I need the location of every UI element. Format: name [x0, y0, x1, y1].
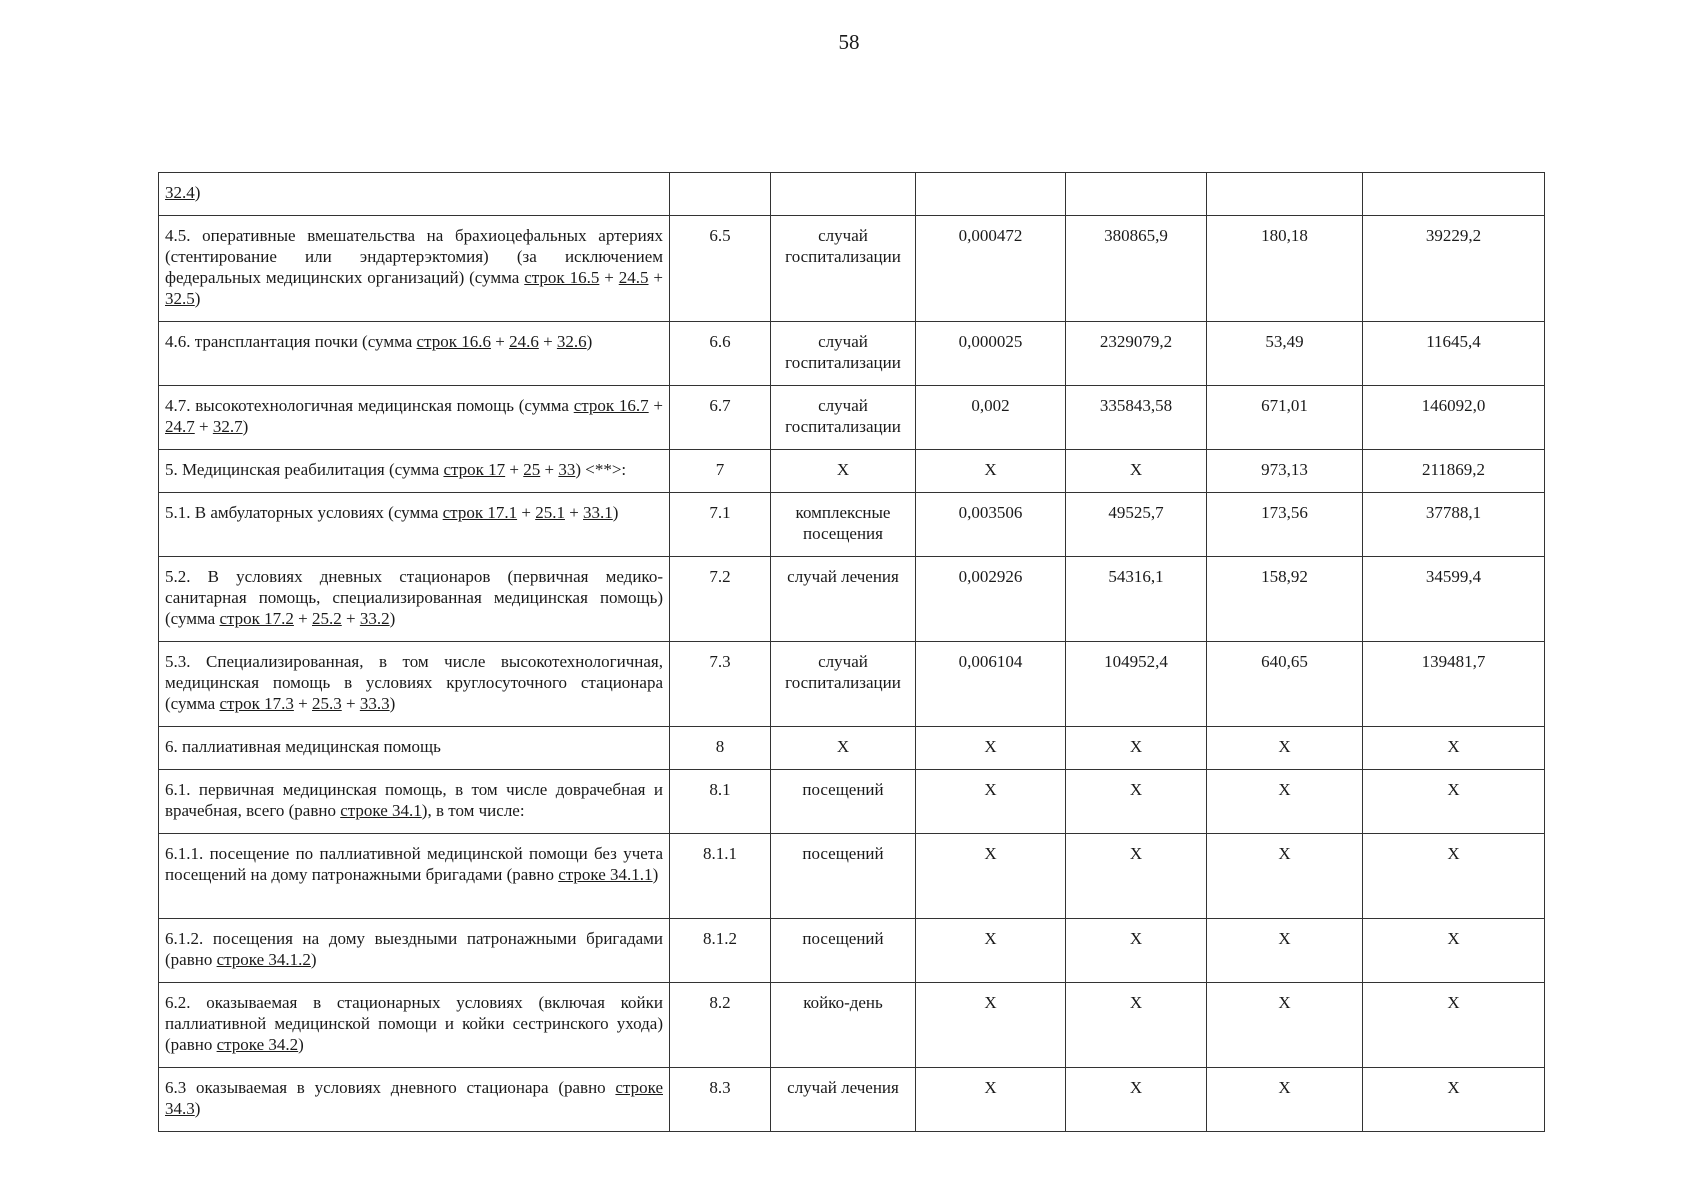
- row-code: 7: [670, 450, 771, 493]
- row-total: 34599,4: [1363, 557, 1545, 642]
- row-description: [159, 493, 670, 557]
- row-cost: X: [1066, 983, 1207, 1068]
- row-cost: X: [1066, 919, 1207, 983]
- row-description: [159, 216, 670, 322]
- row-total: X: [1363, 834, 1545, 919]
- row-reference-link[interactable]: 33.3: [359, 694, 390, 713]
- page-number: 58: [838, 30, 860, 54]
- row-description-text: +: [648, 268, 663, 287]
- row-cost: X: [1066, 834, 1207, 919]
- row-cost: X: [1066, 727, 1207, 770]
- row-unit: случай лечения: [771, 1068, 916, 1132]
- row-reference-link[interactable]: строке 34.2: [216, 1035, 299, 1054]
- row-reference-link[interactable]: строк 16.5: [524, 268, 600, 287]
- row-description-text: ): [389, 694, 396, 713]
- row-unit: X: [771, 450, 916, 493]
- document-table: [158, 172, 1545, 1132]
- row-normative: X: [916, 834, 1066, 919]
- table-row: [159, 173, 1545, 216]
- row-per-capita: 53,49: [1207, 322, 1363, 386]
- row-description-text: +: [341, 609, 360, 628]
- row-total: [1363, 173, 1545, 216]
- row-unit: X: [771, 727, 916, 770]
- row-description-text: 6.3 оказываемая в условиях дневного стационара (равно: [165, 1078, 616, 1097]
- row-description-text: 6.1. первичная медицинская помощь, в том числе доврачебная и врачебная, всего (равно: [165, 780, 663, 820]
- row-reference-link[interactable]: строке 34.1: [340, 801, 422, 820]
- row-description: [159, 834, 670, 919]
- row-reference-link[interactable]: строке 34.1.2: [216, 950, 311, 969]
- row-unit: посещений: [771, 770, 916, 834]
- row-reference-link[interactable]: 32.5: [165, 289, 195, 308]
- row-description-text: +: [540, 460, 559, 479]
- row-description: [159, 173, 670, 216]
- row-description-text: +: [564, 503, 584, 522]
- row-reference-link[interactable]: строк 17.3: [219, 694, 294, 713]
- row-unit: случай лечения: [771, 557, 916, 642]
- row-description-text: +: [490, 332, 510, 351]
- row-description-text: 4.7. высокотехнологичная медицинская помощь (сумма: [165, 396, 574, 415]
- row-description-text: ): [586, 332, 593, 351]
- row-description-text: +: [648, 396, 664, 415]
- row-per-capita: [1207, 173, 1363, 216]
- row-description-text: 4.5. оперативные вмешательства на брахиоцефальных артериях (стентирование или эндартерэктомия) (за исключением федеральных медицинских организаций) (сумма: [165, 226, 663, 287]
- row-cost: X: [1066, 770, 1207, 834]
- row-total: 211869,2: [1363, 450, 1545, 493]
- row-cost: 380865,9: [1066, 216, 1207, 322]
- row-total: 39229,2: [1363, 216, 1545, 322]
- row-reference-link[interactable]: 33.1: [583, 503, 613, 522]
- table-row: [159, 727, 1545, 770]
- row-reference-link[interactable]: 25.1: [535, 503, 565, 522]
- row-reference-link[interactable]: 33.2: [359, 609, 390, 628]
- table-row: [159, 386, 1545, 450]
- row-cost: 2329079,2: [1066, 322, 1207, 386]
- row-description-text: +: [194, 417, 213, 436]
- row-reference-link[interactable]: строке 34.3: [165, 1078, 663, 1118]
- row-per-capita: 173,56: [1207, 493, 1363, 557]
- table-row: [159, 919, 1545, 983]
- row-normative: X: [916, 770, 1066, 834]
- row-description-text: 5. Медицинская реабилитация (сумма: [165, 460, 444, 479]
- row-unit: комплексные посещения: [771, 493, 916, 557]
- row-description-text: 6. паллиативная медицинская помощь: [165, 737, 441, 756]
- row-normative: 0,006104: [916, 642, 1066, 727]
- row-unit: случай госпитализации: [771, 642, 916, 727]
- row-total: 146092,0: [1363, 386, 1545, 450]
- table-row: [159, 557, 1545, 642]
- row-description-text: ): [612, 503, 619, 522]
- row-description-text: +: [517, 503, 536, 522]
- row-description: [159, 386, 670, 450]
- row-reference-link[interactable]: 33: [558, 460, 576, 479]
- row-description-text: ): [194, 1099, 201, 1118]
- row-per-capita: 180,18: [1207, 216, 1363, 322]
- row-description: [159, 1068, 670, 1132]
- row-code: 7.2: [670, 557, 771, 642]
- row-normative: 0,000472: [916, 216, 1066, 322]
- row-reference-link[interactable]: 25: [523, 460, 541, 479]
- row-unit: посещений: [771, 919, 916, 983]
- row-description-text: ): [652, 865, 659, 884]
- row-per-capita: X: [1207, 1068, 1363, 1132]
- row-description-text: 5.1. В амбулаторных условиях (сумма: [165, 503, 443, 522]
- row-per-capita: 158,92: [1207, 557, 1363, 642]
- row-description-text: ), в том числе:: [421, 801, 525, 820]
- row-description-text: ) <**>:: [575, 460, 627, 479]
- row-normative: 0,002: [916, 386, 1066, 450]
- row-unit: посещений: [771, 834, 916, 919]
- row-cost: X: [1066, 450, 1207, 493]
- row-total: X: [1363, 919, 1545, 983]
- row-description: [159, 642, 670, 727]
- row-cost: 104952,4: [1066, 642, 1207, 727]
- row-per-capita: X: [1207, 770, 1363, 834]
- row-description-text: +: [341, 694, 360, 713]
- row-code: [670, 173, 771, 216]
- table-row: [159, 322, 1545, 386]
- row-code: 6.5: [670, 216, 771, 322]
- row-reference-link[interactable]: строк 17: [443, 460, 506, 479]
- table-row: [159, 642, 1545, 727]
- row-code: 8.1: [670, 770, 771, 834]
- row-per-capita: X: [1207, 983, 1363, 1068]
- row-code: 8.1.1: [670, 834, 771, 919]
- row-normative: X: [916, 450, 1066, 493]
- row-reference-link[interactable]: строк 16.6: [416, 332, 491, 351]
- row-code: 8.2: [670, 983, 771, 1068]
- row-description-text: ): [194, 289, 201, 308]
- row-code: 8.1.2: [670, 919, 771, 983]
- row-reference-link[interactable]: 32.4: [165, 183, 195, 202]
- row-unit: случай госпитализации: [771, 386, 916, 450]
- row-total: 139481,7: [1363, 642, 1545, 727]
- row-normative: 0,003506: [916, 493, 1066, 557]
- row-reference-link[interactable]: 32.7: [212, 417, 243, 436]
- row-per-capita: X: [1207, 727, 1363, 770]
- row-reference-link[interactable]: 32.6: [556, 332, 587, 351]
- row-normative: 0,000025: [916, 322, 1066, 386]
- row-normative: X: [916, 983, 1066, 1068]
- table-row: [159, 216, 1545, 322]
- row-description: [159, 557, 670, 642]
- row-description-text: ): [242, 417, 249, 436]
- table-row: [159, 1068, 1545, 1132]
- row-description-text: +: [293, 694, 312, 713]
- row-description-text: 5.2. В условиях дневных стационаров (первичная медико-санитарная помощь, специализированная медицинская помощь) (сумма: [165, 567, 663, 628]
- row-per-capita: 671,01: [1207, 386, 1363, 450]
- row-description-text: +: [538, 332, 557, 351]
- row-reference-link[interactable]: строк 17.1: [442, 503, 518, 522]
- row-description-text: 6.2. оказываемая в стационарных условиях (включая койки паллиативной медицинской помощи и койки сестринского ухода) (равно: [165, 993, 663, 1054]
- row-per-capita: X: [1207, 834, 1363, 919]
- row-unit: [771, 173, 916, 216]
- row-description-text: ): [389, 609, 396, 628]
- table-row: [159, 450, 1545, 493]
- row-description-text: 5.3. Специализированная, в том числе высокотехнологичная, медицинская помощь в условиях круглосуточного стационара (сумма: [165, 652, 663, 713]
- row-description-text: +: [505, 460, 524, 479]
- row-normative: X: [916, 919, 1066, 983]
- row-normative: [916, 173, 1066, 216]
- row-code: 7.3: [670, 642, 771, 727]
- row-description-text: +: [599, 268, 619, 287]
- row-description: [159, 727, 670, 770]
- row-description-text: 6.1.1. посещение по паллиативной медицинской помощи без учета посещений на дому патронажными бригадами (равно: [165, 844, 663, 884]
- row-description: [159, 919, 670, 983]
- row-per-capita: 973,13: [1207, 450, 1363, 493]
- row-unit: койко-день: [771, 983, 916, 1068]
- row-normative: 0,002926: [916, 557, 1066, 642]
- table-row: [159, 834, 1545, 919]
- row-normative: X: [916, 727, 1066, 770]
- row-description-text: ): [298, 1035, 304, 1054]
- row-description: [159, 983, 670, 1068]
- row-description-text: 4.6. трансплантация почки (сумма: [165, 332, 417, 351]
- row-unit: случай госпитализации: [771, 322, 916, 386]
- row-reference-link[interactable]: строк 17.2: [219, 609, 294, 628]
- row-reference-link[interactable]: 24.7: [165, 417, 195, 436]
- row-total: X: [1363, 983, 1545, 1068]
- row-cost: [1066, 173, 1207, 216]
- row-cost: 54316,1: [1066, 557, 1207, 642]
- row-total: X: [1363, 1068, 1545, 1132]
- row-description-text: ): [310, 950, 317, 969]
- row-reference-link[interactable]: строке 34.1.1: [558, 865, 653, 884]
- row-description: [159, 450, 670, 493]
- row-description: [159, 770, 670, 834]
- row-per-capita: X: [1207, 919, 1363, 983]
- row-description-text: ): [194, 183, 201, 202]
- row-normative: X: [916, 1068, 1066, 1132]
- row-description: [159, 322, 670, 386]
- row-reference-link[interactable]: 25.3: [312, 694, 342, 713]
- row-total: 37788,1: [1363, 493, 1545, 557]
- row-code: 6.7: [670, 386, 771, 450]
- row-code: 7.1: [670, 493, 771, 557]
- row-reference-link[interactable]: строк 16.7: [573, 396, 649, 415]
- row-description-text: +: [293, 609, 312, 628]
- row-description-text: 6.1.2. посещения на дому выездными патронажными бригадами (равно: [165, 929, 663, 969]
- row-per-capita: 640,65: [1207, 642, 1363, 727]
- row-code: 6.6: [670, 322, 771, 386]
- row-code: 8.3: [670, 1068, 771, 1132]
- row-reference-link[interactable]: 24.5: [618, 268, 649, 287]
- row-total: X: [1363, 727, 1545, 770]
- table-row: [159, 983, 1545, 1068]
- row-reference-link[interactable]: 24.6: [509, 332, 539, 351]
- row-cost: 335843,58: [1066, 386, 1207, 450]
- table-row: [159, 493, 1545, 557]
- row-cost: 49525,7: [1066, 493, 1207, 557]
- row-code: 8: [670, 727, 771, 770]
- row-total: X: [1363, 770, 1545, 834]
- row-cost: X: [1066, 1068, 1207, 1132]
- row-total: 11645,4: [1363, 322, 1545, 386]
- row-unit: случай госпитализации: [771, 216, 916, 322]
- table-row: [159, 770, 1545, 834]
- row-reference-link[interactable]: 25.2: [312, 609, 342, 628]
